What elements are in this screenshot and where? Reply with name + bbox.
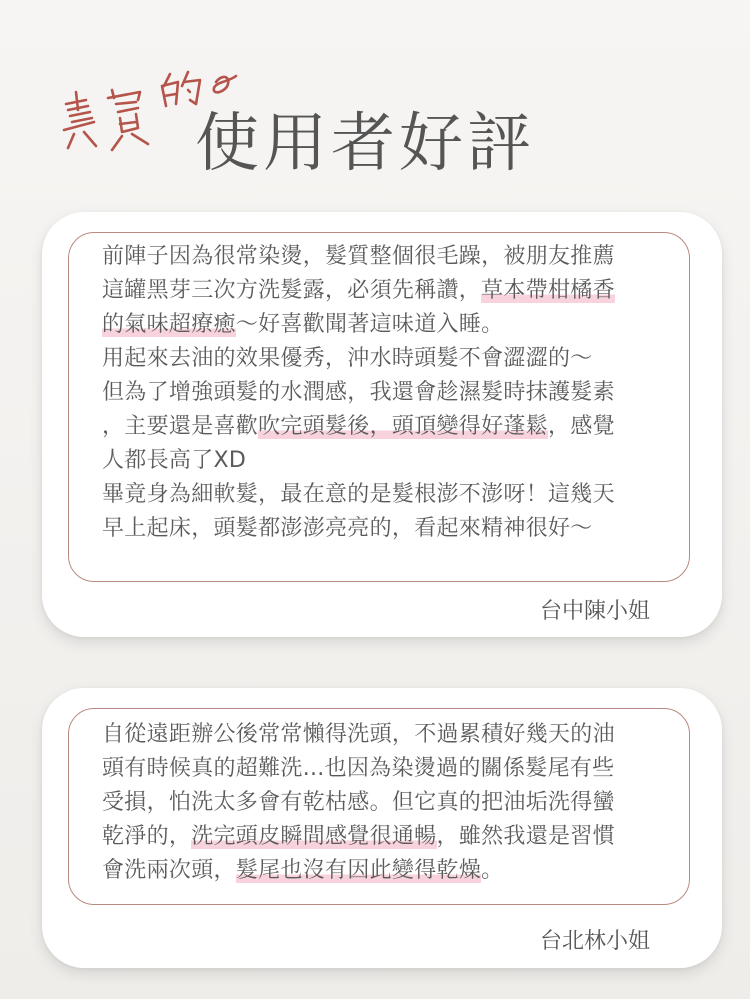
- review-line-text: 但為了增強頭髮的水潤感，我還會趁濕髮時抹護髮素: [102, 380, 615, 405]
- review-line: [102, 718, 672, 752]
- review-line-text: ，雖然我還是習慣: [436, 824, 615, 849]
- review-line-text: 用起來去油的效果優秀，沖水時頭髮不會澀澀的～: [102, 346, 593, 371]
- review-line: [102, 752, 672, 786]
- review-line-text: 受損，怕洗太多會有乾枯感。但它真的把油垢洗得蠻: [102, 790, 615, 815]
- review-line-text: 畢竟身為細軟髮，最在意的是髮根澎不澎呀！這幾天: [102, 482, 615, 507]
- review-author: 台北林小姐: [539, 929, 650, 954]
- review-line: [102, 512, 672, 546]
- review-line-text: 早上起床，頭髮都澎澎亮亮的，看起來精神很好～: [102, 516, 593, 541]
- review-card: [42, 688, 722, 968]
- review-line: [102, 854, 672, 888]
- review-line-text: 自從遠距辦公後常常懶得洗頭，不過累積好幾天的油: [102, 722, 615, 747]
- review-line-text: 人都長高了XD: [102, 448, 247, 473]
- review-text: [102, 240, 672, 546]
- review-line: [102, 240, 672, 274]
- review-line: [102, 478, 672, 512]
- review-line-text: ，主要還是喜歡: [102, 414, 259, 439]
- highlighted-text: 吹完頭髮後，頭頂變得好蓬鬆: [258, 414, 549, 439]
- review-line: [102, 786, 672, 820]
- highlighted-text: 的氣味超療癒: [102, 312, 236, 337]
- review-line-text: ，感覺: [548, 414, 615, 439]
- review-text: [102, 718, 672, 888]
- review-line-text: 乾淨的，: [102, 824, 192, 849]
- review-line-text: 這罐黑芽三次方洗髮露，必須先稱讚，: [102, 278, 482, 303]
- review-line-text: 頭有時候真的超難洗...也因為染燙過的關係髮尾有些: [102, 756, 615, 781]
- review-line: [102, 342, 672, 376]
- review-line: [102, 274, 672, 308]
- highlighted-text: 洗完頭皮瞬間感覺很通暢: [191, 824, 437, 849]
- review-line: [102, 308, 672, 342]
- review-line-text: ～好喜歡聞著這味道入睡。: [235, 312, 504, 337]
- review-line: [102, 820, 672, 854]
- page-title: 使用者好評: [195, 107, 535, 181]
- review-line-text: 。: [481, 858, 504, 883]
- review-line: [102, 444, 672, 478]
- highlighted-text: 草本帶柑橘香: [481, 278, 615, 303]
- review-line: [102, 376, 672, 410]
- review-line: [102, 410, 672, 444]
- highlighted-text: 髮尾也沒有因此變得乾燥: [235, 858, 482, 883]
- review-line-text: 會洗兩次頭，: [102, 858, 236, 883]
- review-author: 台中陳小姐: [539, 599, 650, 624]
- review-line-text: 前陣子因為很常染燙，髮質整個很毛躁，被朋友推薦: [102, 244, 615, 269]
- review-card: [42, 212, 722, 637]
